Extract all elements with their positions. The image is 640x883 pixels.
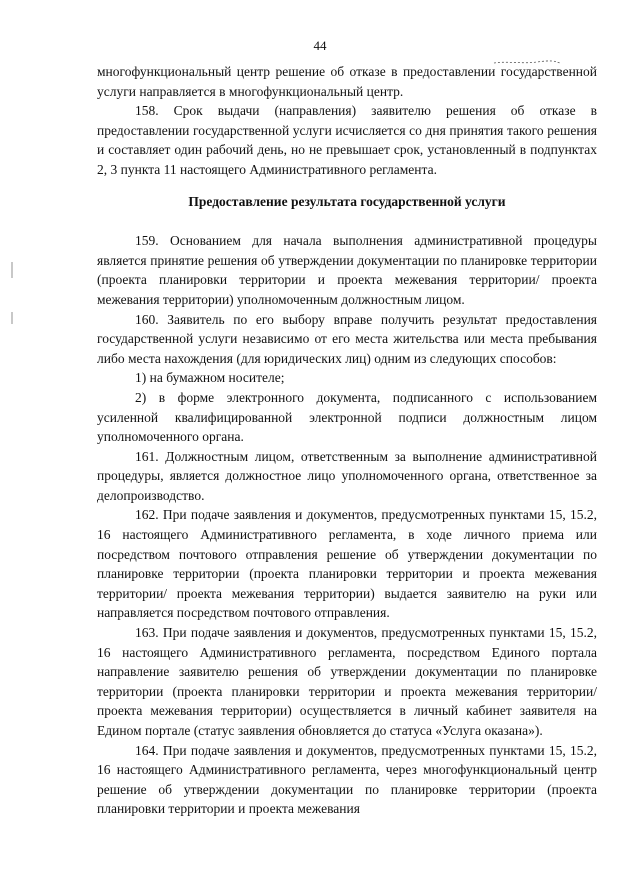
paragraph-160-item-2: 2) в форме электронного документа, подписанного с использованием усиленной квалифицированной электронной подписи должностным лицом уполномоченного органа. (97, 389, 597, 445)
paragraph-continuation: многофункциональный центр решение об отказе в предоставлении государственной услуги направляется в многофункциональный центр. (97, 64, 597, 99)
paragraph-162: 162. При подаче заявления и документов, предусмотренных пунктами 15, 15.2, 16 настоящего Административного регламента, в ходе личного приема или посредством почтового отправления решение об утверждении документации по планировке территории (проекта планировки территории и проекта межевания территории/ проекта межевания территории) выдается заявителю на руки или направляется посредством почтового отправления. (97, 507, 597, 621)
paragraph-160: 160. Заявитель по его выбору вправе получить результат предоставления государственной услуги независимо от его места жительства или места пребывания либо места нахождения (для юридических лиц) одним из следующих способов: (97, 311, 597, 366)
page-number: 44 (313, 38, 327, 53)
paragraph-164: 164. При подаче заявления и документов, предусмотренных пунктами 15, 15.2, 16 настоящего Административного регламента, через многофункциональный центр решение об утверждении документации по планировке территории (проекта планировки территории и проекта межевания (97, 742, 597, 817)
paragraph-159: 159. Основанием для начала выполнения административной процедуры является принятие решения об утверждении документации по планировке территории (проекта планировки территории и проекта межевания территории/ проекта межевания территории) уполномоченным должностным лицом. (97, 233, 597, 307)
paragraph-163: 163. При подаче заявления и документов, предусмотренных пунктами 15, 15.2, 16 настоящего Административного регламента, посредством Единого портала направление заявителю решения об утверждении документации по планировке территории (проекта планировки территории и проекта межевания территории/ проекта межевания территории) осуществляется в личный кабинет заявителя на Едином портале (статус заявления обновляется до статуса «Услуга оказана»). (97, 625, 597, 738)
scan-edge-mark (11, 312, 13, 324)
scan-edge-mark (11, 262, 13, 278)
paragraph-161: 161. Должностным лицом, ответственным за выполнение административной процедуры, является должностное лицо уполномоченного органа, ответственное за делопроизводство. (97, 448, 597, 503)
paragraph-158: 158. Срок выдачи (направления) заявителю решения об отказе в предоставлении государственной услуги исчисляется со дня принятия такого решения и составляет один рабочий день, но не превышает срок, установленный в подпунктах 2, 3 пункта 11 настоящего Административного регламента. (97, 103, 597, 177)
section-heading: Предоставление результата государственной услуги (188, 193, 506, 209)
paragraph-160-item-1: 1) на бумажном носителе; (135, 370, 285, 386)
document-body (97, 62, 597, 819)
